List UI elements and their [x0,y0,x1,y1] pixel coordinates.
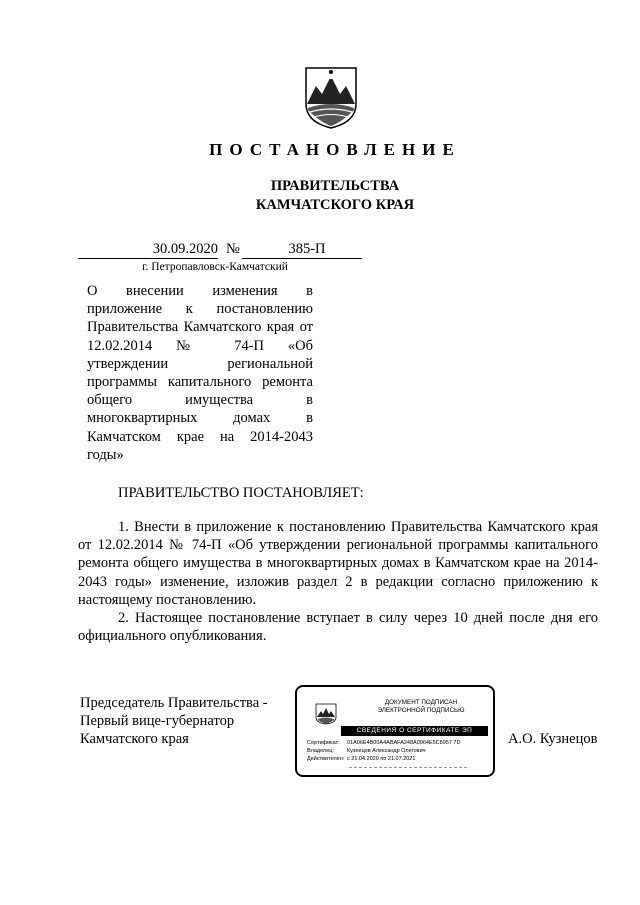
document-number: 385-П [242,241,362,259]
stamp-emblem-icon [315,703,337,725]
document-subject: О внесении изменения в приложение к постановлению Правительства Камчатского края от 12.02.2014 № 74-П «Об утверждении региональной программы капитального ремонта общего имущества в многоквартирных домах в Камчатском крае на 2014-2043 годы» [87,283,313,463]
paragraph-2: 2. Настоящее постановление вступает в силу через 10 дней после дня его официального опубликования. [78,610,598,645]
issuing-authority [0,177,640,215]
electronic-signature-stamp [295,685,495,777]
stamp-details [307,739,460,763]
certificate-label: Сертификат: [307,740,340,746]
authority-line-1: ПРАВИТЕЛЬСТВА [270,178,400,194]
stamp-title-line-1: ДОКУМЕНТ ПОДПИСАН [384,699,458,706]
document-date: 30.09.2020 [78,241,218,259]
stamp-title-line-2: ЭЛЕКТРОННОЙ ПОДПИСЬЮ [377,707,465,714]
position-line-3: Камчатского края [80,731,189,747]
stamp-title [347,699,495,715]
city-line: г. Петропавловск-Камчатский [142,261,288,273]
number-sign: № [226,241,240,257]
stamp-row-validity [307,755,460,763]
owner-label: Владелец: [307,748,334,754]
document-type-title: ПОСТАНОВЛЕНИЕ [209,140,461,159]
owner-value: Кузнецов Александр Олегович [347,748,426,754]
position-line-2: Первый вице-губернатор [80,713,235,729]
coat-of-arms-emblem [302,64,360,130]
signatory-name: А.О. Кузнецов [508,731,598,747]
validity-value: с 21.04.2020 по 21.07.2021 [347,756,416,762]
stamp-row-certificate [307,739,460,747]
document-body [78,518,598,645]
stamp-footer-watermark [349,765,469,770]
position-line-1: Председатель Правительства - [80,695,268,711]
authority-line-2: КАМЧАТСКОГО КРАЯ [255,197,415,213]
preamble: ПРАВИТЕЛЬСТВО ПОСТАНОВЛЯЕТ: [118,485,364,501]
certificate-value: 01A06E4B00A4ABAFA248A0964E5C8957 7D [347,740,461,746]
paragraph-1: 1. Внести в приложение к постановлению Правительства Камчатского края от 12.02.2014 № 74-П «Об утверждении региональной программы капитального ремонта общего имущества в многоквартирных домах в Камчатском крае на 2014-2043 годы» изменение, изложив раздел 2 в редакции согласно приложению к настоящему постановлению. [78,519,598,608]
stamp-certificate-band: СВЕДЕНИЯ О СЕРТИФИКАТЕ ЭП [341,726,488,736]
signatory-position [80,694,268,748]
stamp-row-owner [307,747,460,755]
validity-label: Действителен: [307,756,345,762]
